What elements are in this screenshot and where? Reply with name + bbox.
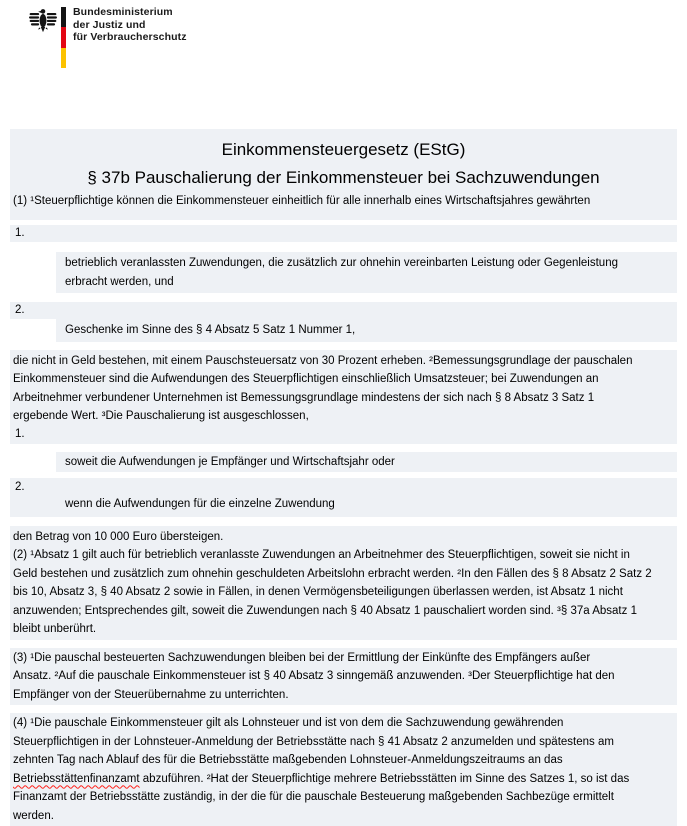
text-line: (2) ¹Absatz 1 gilt auch für betrieblich veranlasste Zuwendungen an Arbeitnehmer des Steuerpflichtigen, soweit sie nicht in: [13, 549, 630, 561]
list1-item1-text: [56, 252, 677, 293]
text-line: Einkommensteuer sind die Aufwendungen des Steuerpflichtigen einschließlich Umsatzsteuer; bei Zuwendungen an: [13, 373, 599, 385]
text-line: Geld bestehen und zusätzlich zum ohnehin geschuldeten Arbeitslohn erbracht werden. ²In den Fällen des § 8 Absatz 2 Satz 2: [13, 567, 652, 580]
ministry-name-line3: für Verbraucherschutz: [73, 31, 187, 43]
document-body: [10, 129, 677, 826]
text-line: Arbeitnehmer verbundener Unternehmen ist Bemessungsgrundlage mindestens der sich nach § 8 Absatz 3 Satz 1: [13, 391, 595, 404]
list2-item1-text: [56, 452, 677, 473]
ministry-name: [73, 6, 187, 44]
text-line: wenn die Aufwendungen für die einzelne Zuwendung: [65, 498, 335, 510]
text-line: die nicht in Geld bestehen, mit einem Pauschsteuersatz von 30 Prozent erheben. ²Bemessungsgrundlage der pauschalen: [13, 354, 633, 367]
federal-eagle-icon: [29, 7, 57, 33]
text-line: Steuerpflichtigen in der Lohnsteuer-Anmeldung der Betriebsstätte nach § 41 Absatz 2 anzumelden und spätestens am: [13, 735, 614, 748]
document-title: Einkommensteuergesetz (EStG): [221, 140, 466, 159]
text-line: [10, 770, 677, 789]
text-line: Geschenke im Sinne des § 4 Absatz 5 Satz 1 Nummer 1,: [65, 324, 356, 336]
text-line: Empfänger von der Steuerübernahme zu unterrichten.: [13, 688, 289, 701]
list2-item1-number: 1.: [15, 427, 25, 440]
text-line: betrieblich veranlassten Zuwendungen, die zusätzlich zur ohnehin vereinbarten Leistung oder Gegenleistung: [65, 257, 618, 269]
text-line: ergebende Wert. ³Die Pauschalierung ist ausgeschlossen,: [13, 410, 309, 422]
text-line: (4) ¹Die pauschale Einkommensteuer gilt als Lohnsteuer und ist von dem die Sachzuwendung gewährenden: [13, 717, 564, 729]
list1-item2-number: 2.: [10, 302, 677, 319]
text-line: werden.: [13, 809, 54, 822]
paragraph-4-block: [10, 713, 677, 826]
section-heading: § 37b Pauschalierung der Einkommensteuer bei Sachzuwendungen: [87, 168, 600, 187]
list1-item1-number: 1.: [10, 225, 677, 242]
paragraph-1-continuation: [10, 352, 677, 426]
paragraph-1-continuation-block: [10, 350, 677, 444]
text-line: erbracht werden, und: [65, 275, 174, 288]
text-segment: abzuführen. ²Hat der Steuerpflichtige mehrere Betriebsstätten im Sinne des Satzes 1, so ist das: [139, 772, 630, 785]
text-line: zehnten Tag nach Ablauf des für die Betriebsstätte maßgebenden Lohnsteuer-Anmeldungszeitraums an das: [13, 754, 563, 766]
title-and-intro-block: [10, 129, 677, 220]
text-line: den Betrag von 10 000 Euro übersteigen.: [13, 530, 224, 543]
flag-gold-band: [61, 48, 66, 68]
ministry-name-line2: der Justiz und: [73, 18, 146, 31]
ministry-name-line1: Bundesministerium: [73, 6, 173, 18]
text-line: bis 10, Absatz 3, § 40 Absatz 2 sowie in Fällen, in denen Vermögensbeteiligungen überlassen werden, ist Absatz 1 nicht: [13, 586, 623, 598]
paragraph-3-block: [10, 648, 677, 706]
text-line: Ansatz. ²Auf die pauschale Einkommensteuer ist § 40 Absatz 3 sinngemäß anzuwenden. ³Der Steuerpflichtige hat den: [13, 670, 615, 682]
flag-red-band: [61, 27, 66, 47]
ministry-logo: [29, 5, 187, 68]
list2-item2-block: [10, 478, 677, 517]
paragraph-2-block: [10, 526, 677, 640]
list2-item2-text: [10, 495, 677, 514]
list2-item2-number: 2.: [15, 481, 25, 493]
text-line: soweit die Aufwendungen je Empfänger und Wirtschaftsjahr oder: [65, 455, 395, 468]
text-line: Finanzamt der Betriebsstätte zuständig, in der die für die pauschale Besteuerung maßgebenden Sachbezüge ermittelt: [13, 791, 614, 803]
text-line: (3) ¹Die pauschal besteuerten Sachzuwendungen bleiben bei der Ermittlung der Einkünfte des Empfängers außer: [13, 651, 591, 664]
text-line: bleibt unberührt.: [13, 623, 97, 635]
misspelled-word: Betriebsstättenfinanzamt: [13, 772, 140, 785]
flag-black-band: [61, 7, 66, 27]
list1-item2-text: [56, 319, 677, 342]
text-line: anzuwenden; Entsprechendes gilt, soweit die Zuwendungen nach § 40 Absatz 1 pauschaliert worden sind. ³§ 37a Absatz 1: [13, 604, 637, 617]
paragraph-1-intro: (1) ¹Steuerpflichtige können die Einkommensteuer einheitlich für alle innerhalb eines Wirtschaftsjahres gewährten: [13, 195, 591, 207]
flag-stripe-icon: [61, 7, 66, 68]
